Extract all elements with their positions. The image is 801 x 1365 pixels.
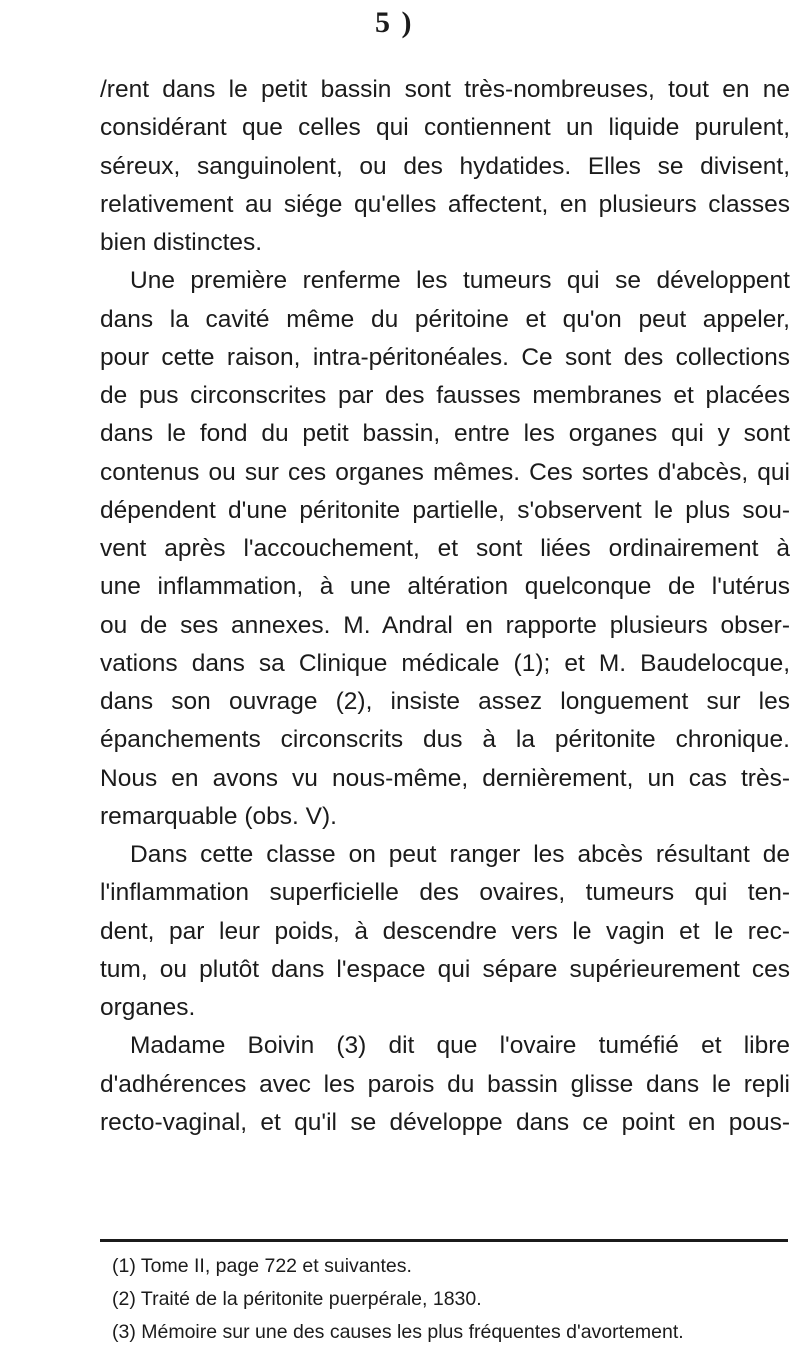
footnote: (2) Traité de la péritonite puerpérale, 1830. xyxy=(112,1288,482,1310)
text-line: vations dans sa Clinique médicale (1); et M. Baudelocque, xyxy=(100,649,790,677)
footnote: (1) Tome II, page 722 et suivantes. xyxy=(112,1255,412,1277)
text-line: épanchements circonscrits dus à la péritonite chronique. xyxy=(100,726,790,754)
footnote: (3) Mémoire sur une des causes les plus fréquentes d'avortement. xyxy=(112,1321,684,1343)
footnotes xyxy=(112,1250,792,1349)
text-line: relativement au siége qu'elles affectent, en plusieurs classes xyxy=(100,190,790,218)
text-line: Nous en avons vu nous-même, dernièrement, un cas très- xyxy=(100,764,790,792)
text-line: séreux, sanguinolent, ou des hydatides. Elles se divisent, xyxy=(100,152,790,180)
text-line: une inflammation, à une altération quelconque de l'utérus xyxy=(100,573,790,601)
text-line: /rent dans le petit bassin sont très-nombreuses, tout en ne xyxy=(100,76,790,103)
text-line: considérant que celles qui contiennent un liquide purulent, xyxy=(100,114,790,142)
text-line: dent, par leur poids, à descendre vers le vagin et le rec- xyxy=(100,917,790,945)
text-line: dans la cavité même du péritoine et qu'on peut appeler, xyxy=(100,305,790,333)
text-line: remarquable (obs. V). xyxy=(100,802,337,830)
text-line: dépendent d'une péritonite partielle, s'observent le plus sou- xyxy=(100,496,790,524)
body-text xyxy=(100,71,790,1142)
footnote-separator xyxy=(100,1239,788,1242)
page-number: 5 ) xyxy=(375,6,414,39)
text-line: pour cette raison, intra-péritonéales. Ce sont des collections xyxy=(100,343,790,371)
text-line: dans son ouvrage (2), insiste assez longuement sur les xyxy=(100,688,790,715)
text-line: tum, ou plutôt dans l'espace qui sépare supérieurement ces xyxy=(100,955,790,983)
text-line: de pus circonscrites par des fausses membranes et placées xyxy=(100,382,790,409)
text-line: Madame Boivin (3) dit que l'ovaire tuméfié et libre xyxy=(130,1032,790,1060)
text-line: organes. xyxy=(100,994,196,1021)
text-line: ou de ses annexes. M. Andral en rapporte plusieurs obser- xyxy=(100,611,790,639)
text-line: contenus ou sur ces organes mêmes. Ces sortes d'abcès, qui xyxy=(100,458,790,486)
text-line: recto-vaginal, et qu'il se développe dans ce point en pous- xyxy=(100,1108,790,1136)
text-line: bien distinctes. xyxy=(100,229,263,256)
text-line: l'inflammation superficielle des ovaires, tumeurs qui ten- xyxy=(100,879,790,907)
text-line: d'adhérences avec les parois du bassin glisse dans le repli xyxy=(100,1070,790,1098)
text-line: Dans cette classe on peut ranger les abcès résultant de xyxy=(130,841,790,868)
text-line: vent après l'accouchement, et sont liées ordinairement à xyxy=(100,535,790,562)
text-line: dans le fond du petit bassin, entre les organes qui y sont xyxy=(100,420,790,448)
text-line: Une première renferme les tumeurs qui se développent xyxy=(130,267,790,295)
